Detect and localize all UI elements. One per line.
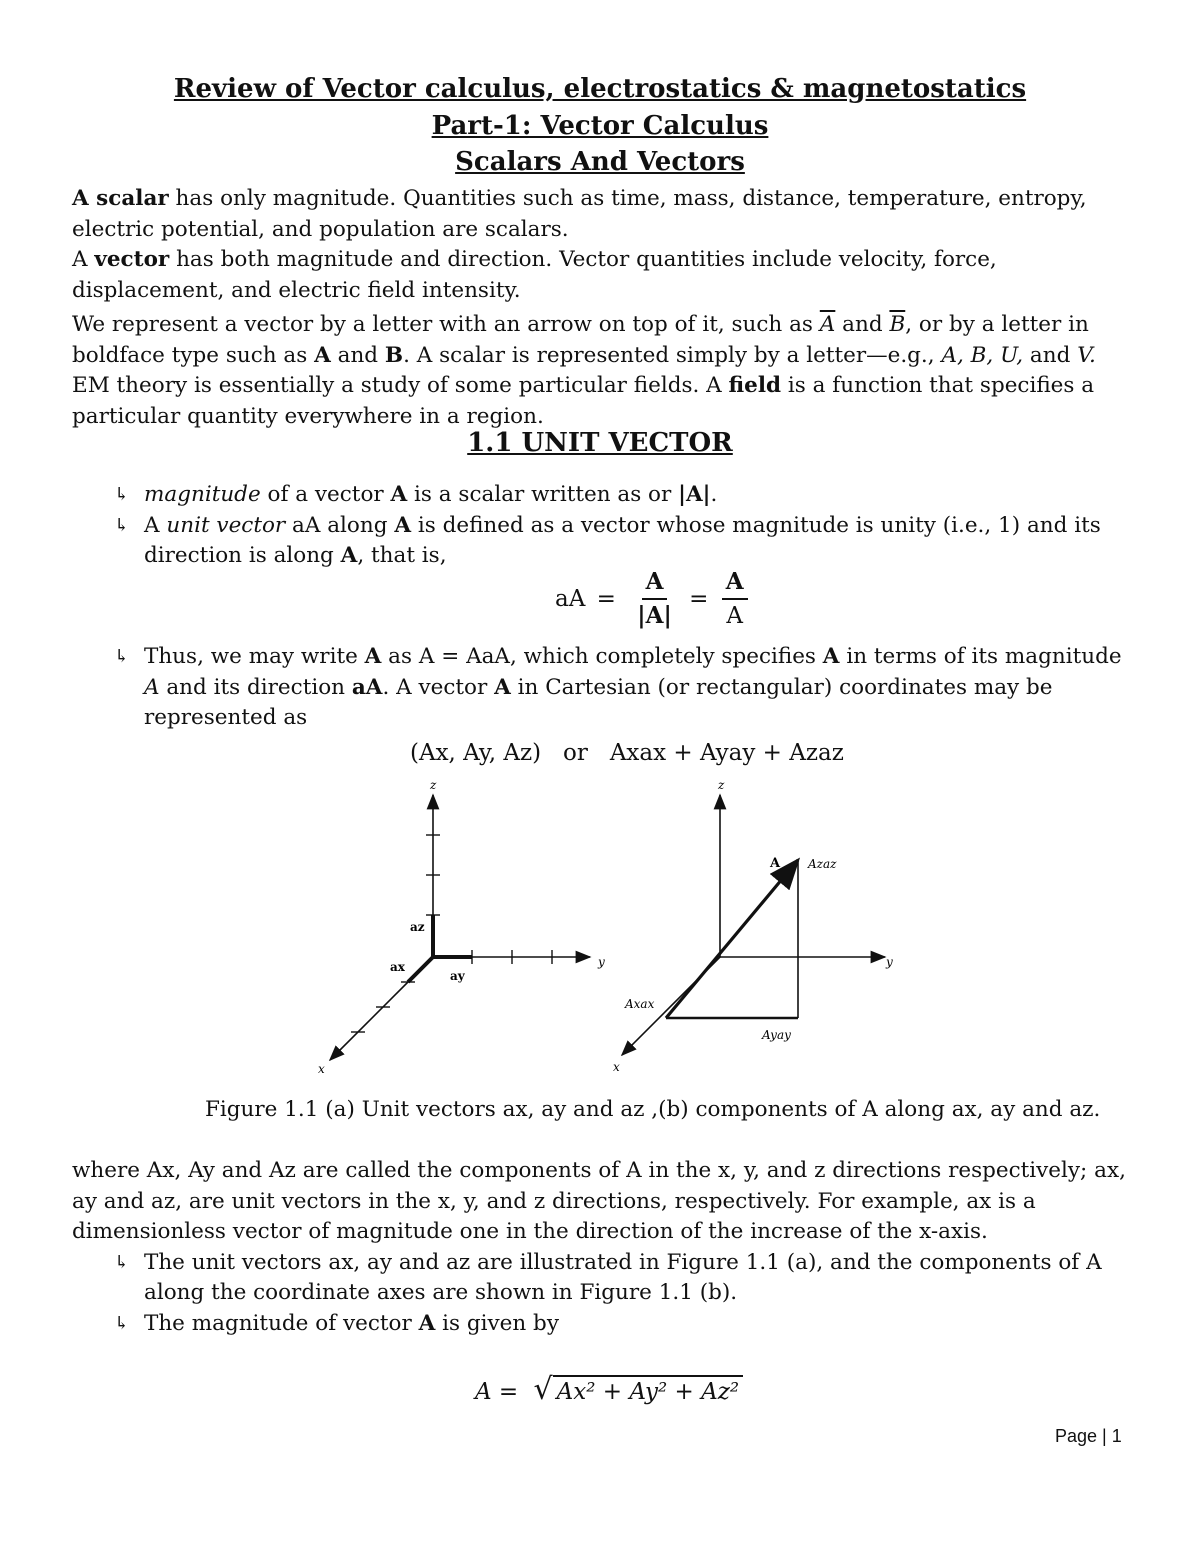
A-label: A <box>770 856 781 871</box>
ax-vector <box>408 957 433 982</box>
figure-b <box>613 778 893 1074</box>
x-label: x <box>318 1062 325 1075</box>
ax-label: ax <box>390 960 405 974</box>
tick-marks <box>351 835 552 1032</box>
figure-1-1 <box>300 775 900 1075</box>
unit-vector-equation: aA = $\frac{A}{|A|}$ = $\frac{A}{A}$ <box>555 566 754 632</box>
figure-caption: Figure 1.1 (a) Unit vectors ax, ay and az ,(b) components of A along ax, ay and az. <box>205 1097 1101 1122</box>
az-label: az <box>410 920 425 934</box>
page-number: Page | 1 <box>1055 1426 1122 1446</box>
hook-arrow-icon: ↳ <box>114 484 130 505</box>
Azaz-label: Azaz <box>808 857 837 871</box>
components-equation: (Ax, Ay, Az) or Axax + Ayay + Azaz <box>410 740 844 766</box>
x-label: x <box>613 1060 620 1074</box>
cartesian-bullet: ↳ Thus, we may write A as A = AaA, which completely specifies A in terms of its magnitude A and its direction aA. A vector A in Cartesian (or rectangular) coordinates may be represented as <box>114 644 1122 730</box>
bullet-magnitude: ↳ magnitude of a vector A is a scalar written as or |A|. <box>72 480 1132 511</box>
unit-vector-bullets <box>72 480 1132 572</box>
hook-arrow-icon: ↳ <box>114 1251 130 1273</box>
section-title: Scalars And Vectors <box>455 147 745 177</box>
bullet-unit-vector: ↳ A unit vector aA along A is defined as a vector whose magnitude is unity (i.e., 1) and its direction is along A, that is, <box>114 512 1101 568</box>
figure-a <box>318 778 605 1075</box>
hook-arrow-icon: ↳ <box>114 514 130 536</box>
scalar-paragraph: A scalar has only magnitude. Quantities such as time, mass, distance, temperature, entropy, electric potential, and population are scalars. <box>72 186 1087 242</box>
Axax-label: Axax <box>625 997 655 1011</box>
Ayay-label: Ayay <box>762 1028 791 1042</box>
y-label: y <box>598 955 605 969</box>
unit-vector-heading: 1.1 UNIT VECTOR <box>467 428 733 458</box>
hook-arrow-icon: ↳ <box>114 646 130 667</box>
intro-text <box>72 184 1132 432</box>
components-explanation: where Ax, Ay and Az are called the components of A in the x, y, and z directions respectively; ax, ay and az, are unit vectors in the x, y, and z directions, respectively. For example, ax is a dimensionless vector of magnitude one in the direction of the increase of the x-axis. ↳ The unit vectors ax, ay and az are illustrated in Figure 1.1 (a), and the components of A along the coordinate axes are shown in Figure 1.1 (b). ↳ The magnitude of vector A is given by <box>72 1156 1132 1339</box>
field-paragraph: EM theory is essentially a study of some particular fields. A field is a function that specifies a particular quantity everywhere in a region. <box>72 373 1095 429</box>
notation-paragraph: We represent a vector by a letter with an arrow on top of it, such as $\overline{A}$ and $\overline{B}$, or by a letter in boldface type such as A and B. A scalar is represented simply by a letter—e.g., A, B, U, and V. <box>72 312 1096 368</box>
vector-paragraph: A vector has both magnitude and direction. Vector quantities include velocity, force, displacement, and electric field intensity. <box>72 247 997 303</box>
z-label: z <box>718 778 725 792</box>
vector-A <box>666 860 798 1018</box>
bullet-figure-ref: ↳ The unit vectors ax, ay and az are illustrated in Figure 1.1 (a), and the components of A along the coordinate axes are shown in Figure 1.1 (b). <box>114 1249 1102 1305</box>
ay-label: ay <box>450 969 465 983</box>
z-label: z <box>430 778 437 792</box>
hook-arrow-icon: ↳ <box>114 1312 130 1334</box>
magnitude-equation: A = √ Ax² + Ay² + Az² <box>475 1372 743 1407</box>
bullet-magnitude-formula: ↳ The magnitude of vector A is given by <box>72 1309 1132 1340</box>
part-title: Part-1: Vector Calculus <box>431 111 769 141</box>
main-title: Review of Vector calculus, electrostatics & magnetostatics <box>173 74 1027 104</box>
y-label: y <box>886 955 893 969</box>
